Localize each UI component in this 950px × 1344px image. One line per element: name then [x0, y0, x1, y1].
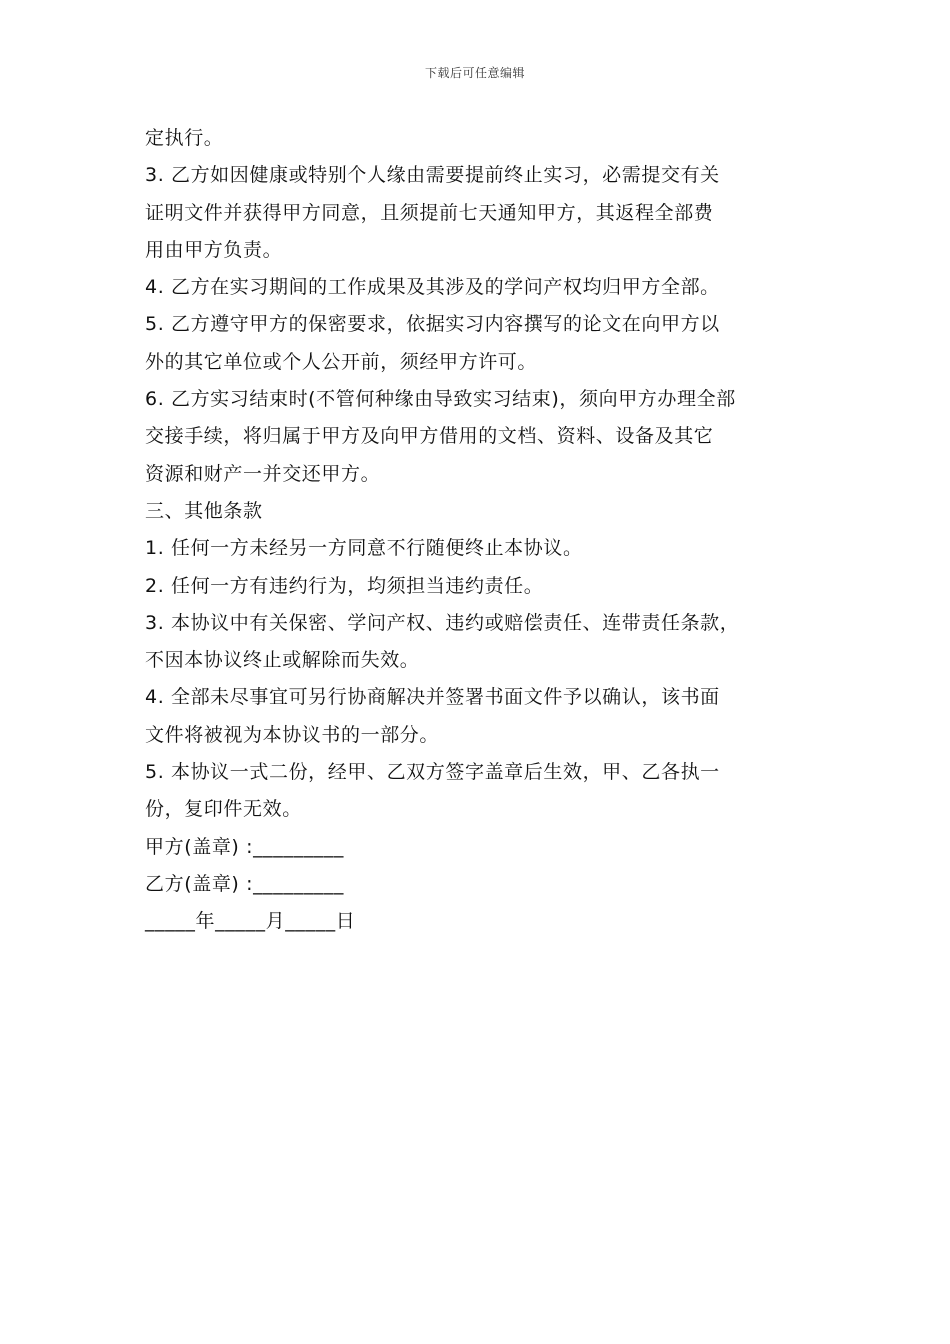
clause-line: 3. 本协议中有关保密、学问产权、违约或赔偿责任、连带责任条款， [145, 611, 740, 634]
clause-line: 资源和财产一并交还甲方。 [145, 462, 381, 485]
page-header: 下载后可任意编辑 [424, 66, 525, 80]
document-body [145, 120, 835, 941]
section-heading: 三、其他条款 [145, 499, 263, 522]
body-line: 定执行。 [145, 127, 224, 149]
clause-line: 文件将被视为本协议书的一部分。 [145, 723, 440, 746]
party-b-signature-line: 乙方(盖章) :_________ [145, 872, 344, 895]
clause-line: 5. 乙方遵守甲方的保密要求，依据实习内容撰写的论文在向甲方以 [145, 313, 720, 336]
clause-line: 用由甲方负责。 [145, 238, 283, 261]
clause-line: 份，复印件无效。 [145, 798, 302, 821]
party-a-signature-line: 甲方(盖章) :_________ [145, 835, 344, 858]
clause-line: 1. 任何一方未经另一方同意不行随便终止本协议。 [145, 537, 583, 560]
clause-line: 证明文件并获得甲方同意，且须提前七天通知甲方，其返程全部费 [145, 201, 714, 224]
clause-line: 交接手续，将归属于甲方及向甲方借用的文档、资料、设备及其它 [145, 425, 714, 448]
clause-line: 6. 乙方实习结束时(不管何种缘由导致实习结束)，须向甲方办理全部 [145, 388, 736, 411]
clause-line: 5. 本协议一式二份，经甲、乙双方签字盖章后生效，甲、乙各执一 [145, 761, 720, 784]
clause-line: 外的其它单位或个人公开前，须经甲方许可。 [145, 350, 538, 373]
clause-line: 不因本协议终止或解除而失效。 [145, 649, 420, 672]
clause-line: 3. 乙方如因健康或特别个人缘由需要提前终止实习，必需提交有关 [145, 164, 720, 187]
clause-line: 4. 全部未尽事宜可另行协商解决并签署书面文件予以确认，该书面 [145, 686, 720, 709]
clause-line: 2. 任何一方有违约行为，均须担当违约责任。 [145, 574, 544, 597]
clause-line: 4. 乙方在实习期间的工作成果及其涉及的学问产权均归甲方全部。 [145, 276, 720, 299]
date-line: _____年_____月_____日 [145, 910, 356, 933]
